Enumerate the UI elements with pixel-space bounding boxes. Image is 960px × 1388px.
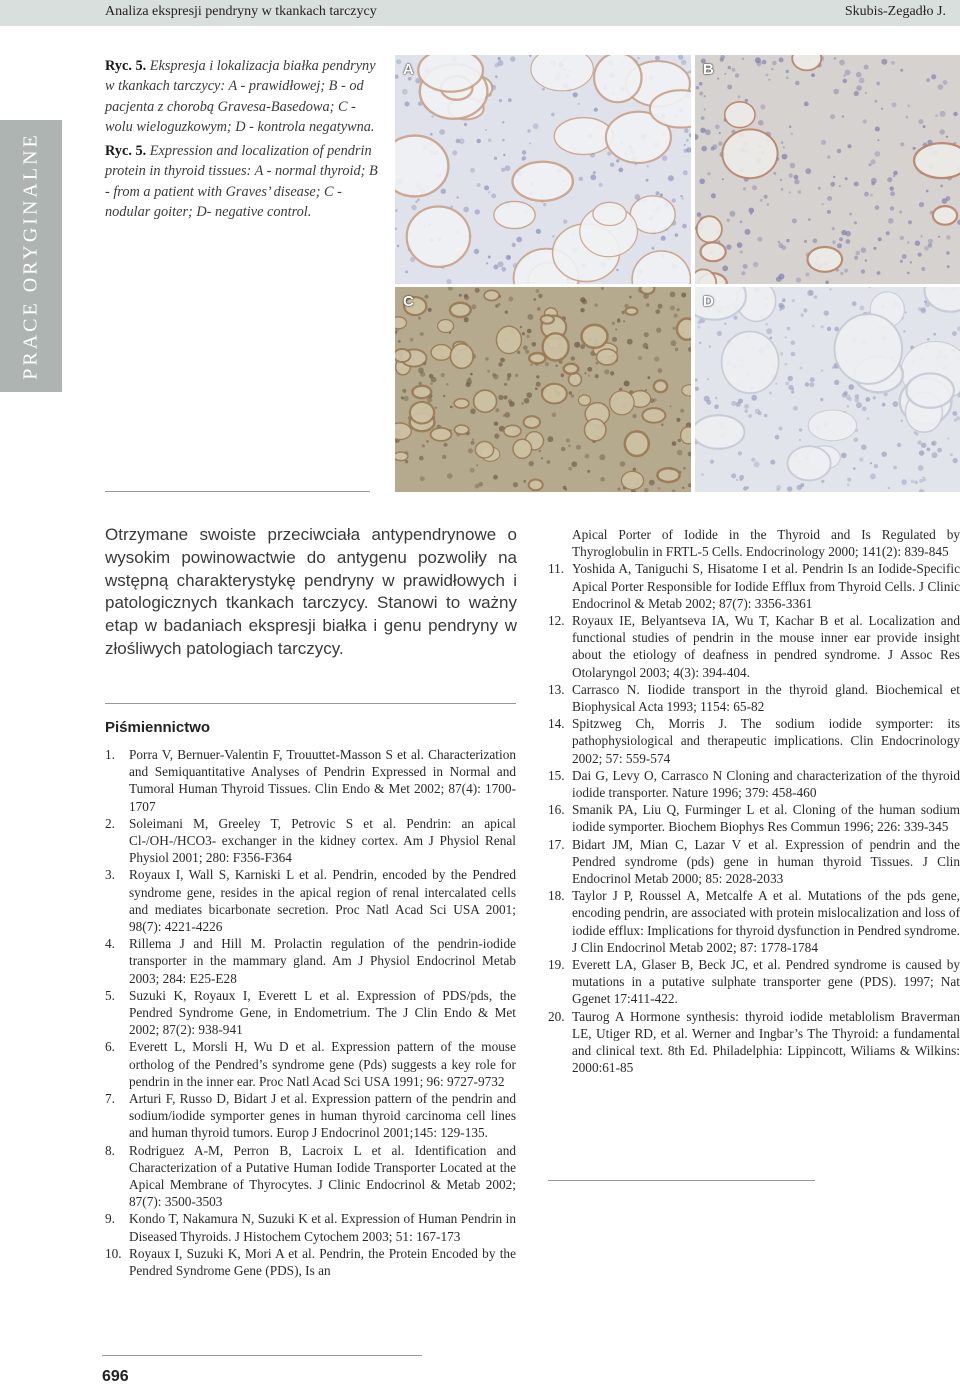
references-heading: Piśmiennictwo bbox=[105, 719, 211, 736]
reference-number: 18. bbox=[548, 888, 565, 904]
reference-number: 12. bbox=[548, 613, 565, 629]
reference-item bbox=[548, 956, 960, 1008]
reference-item bbox=[548, 612, 960, 681]
tissue-image-d bbox=[695, 287, 960, 492]
figure-caption bbox=[105, 56, 380, 222]
reference-text: Bidart JM, Mian C, Lazar V et al. Expression of pendrin and the Pendred syndrome (pds) gene in human thyroid Tissues. J Clin Endocrinol Metab 2000; 85: 2028-2033 bbox=[572, 836, 960, 887]
reference-item bbox=[548, 560, 960, 612]
reference-text: Taylor J P, Roussel A, Metcalfe A et al. Mutations of the pds gene, encoding pendrin, are associated with protein mislocalization and loss of iodide efflux: Implications for thyroid dysfunction in Pendred syndrome. J Clin Endocrinol Metab 2002; 87: 1778-1784 bbox=[572, 888, 960, 955]
reference-item bbox=[105, 866, 516, 935]
reference-text: Rodriguez A-M, Perron B, Lacroix L et al. Identification and Characterization of a Putative Human Iodide Transporter Located at the Apical Membrane of Thyrocytes. J Clinic Endocrinol & Metab 2002; 87(7): 3500-3503 bbox=[129, 1142, 516, 1210]
micrograph-figure bbox=[395, 55, 960, 492]
references-list-left bbox=[105, 746, 516, 1279]
reference-text: Suzuki K, Royaux I, Everett L et al. Expression of PDS/pds, the Pendred Syndrome Gene, in Endometrium. The J Clin Endo & Met 2002; 87(2): 938-941 bbox=[129, 987, 516, 1038]
panel-label-c: C bbox=[403, 293, 414, 310]
page-number: 696 bbox=[102, 1368, 129, 1385]
panel-label-a: A bbox=[403, 61, 414, 78]
reference-text: Taurog A Hormone synthesis: thyroid iodide metablolism Braverman LE, Utiger RD, et al. Werner and Ingbar’s The Thyroid: a fundamental and clinical text. 8th Ed. Philadelphia: Lippincott, Wiliams & Wilkins: 2000:61-85 bbox=[572, 1008, 960, 1076]
reference-text: Carrasco N. Iiodide transport in the thyroid gland. Biochemical et Biophysical Acta 1993; 1154: 65-82 bbox=[572, 681, 960, 715]
reference-text: Royaux IE, Belyantseva IA, Wu T, Kachar B et al. Localization and functional studies of pendrin in the mouse inner ear provide insight about the etiology of deafness in pendred syndrome. J Assoc Res Otolaryngol 2003; 4(3): 394-404. bbox=[572, 613, 960, 680]
reference-item bbox=[105, 1142, 516, 1211]
reference-text: Porra V, Bernuer-Valentin F, Trouuttet-Masson S et al. Characterization and Semiquantitative Analyses of Pendrin Expressed in Normal and Tumoral Human Thyroid Tissues. Clin Endo & Met 2002; 87(4): 1700-1707 bbox=[129, 747, 516, 814]
reference-text: Smanik PA, Liu Q, Furminger L et al. Cloning of the human sodium iodide symporter. Biochem Biophys Res Commun 1996; 226: 339-345 bbox=[572, 802, 960, 835]
reference-number: 19. bbox=[548, 957, 565, 973]
reference-number: 13. bbox=[548, 681, 565, 697]
reference-number: 16. bbox=[548, 802, 565, 818]
section-sidebar bbox=[0, 120, 62, 392]
reference-item bbox=[548, 836, 960, 888]
reference-item bbox=[548, 887, 960, 956]
reference-number: 5. bbox=[105, 987, 115, 1003]
reference-item bbox=[105, 1210, 516, 1244]
reference-item bbox=[105, 815, 516, 867]
caption-english bbox=[105, 141, 380, 222]
reference-number: 10. bbox=[105, 1245, 122, 1261]
reference-continuation: Apical Porter of Iodide in the Thyroid and Is Regulated by Thyroglobulin in FRTL-5 Cells. Endocrinology 2000; 141(2): 839-845 bbox=[572, 527, 960, 560]
reference-text: Kondo T, Nakamura N, Suzuki K et al. Expression of Human Pendrin in Diseased Thyroids. J Histochem Cytochem 2003; 51: 167-173 bbox=[129, 1211, 516, 1244]
reference-item bbox=[548, 801, 960, 835]
tissue-image-c bbox=[395, 287, 691, 492]
caption-pl-text: Ekspresja i lokalizacja białka pendryny w tkankach tarczycy: A - prawidłowej; B - od pacjenta z chorobą Gravesa-Basedowa; C - wolu wieloguzkowym; D - kontrola negatywna. bbox=[105, 58, 376, 135]
reference-item bbox=[548, 681, 960, 715]
panel-label-b: B bbox=[703, 61, 714, 78]
caption-pl-label: Ryc. 5. bbox=[105, 58, 147, 74]
reference-item bbox=[105, 1245, 516, 1279]
reference-item bbox=[105, 746, 516, 815]
references-rule bbox=[105, 703, 516, 704]
caption-en-label: Ryc. 5. bbox=[105, 143, 147, 160]
reference-text: Rillema J and Hill M. Prolactin regulation of the pendrin-iodide transporter in the mammary gland. Am J Physiol Endocrinol Metab 2003; 284: E25-E28 bbox=[129, 936, 516, 986]
footer-rule bbox=[102, 1355, 422, 1356]
reference-text: Dai G, Levy O, Carrasco N Cloning and characterization of the thyroid iodide transporter. Nature 1996; 379: 458-460 bbox=[572, 767, 960, 801]
header-title: Analiza ekspresji pendryny w tkankach tarczycy bbox=[105, 4, 377, 19]
reference-item bbox=[105, 1038, 516, 1090]
panel-label-d: D bbox=[703, 293, 714, 310]
tissue-image-a bbox=[395, 55, 691, 284]
reference-text: Royaux I, Wall S, Karniski L et al. Pendrin, encoded by the Pendred syndrome gene, resides in the apical region of renal intercalated cells and mediates bicarbonate secretion. Proc Natl Acad Sci USA 2001; 98(7): 4221-4226 bbox=[129, 867, 516, 935]
reference-number: 9. bbox=[105, 1211, 115, 1227]
reference-number: 15. bbox=[548, 767, 565, 783]
references-list-right bbox=[548, 526, 960, 1077]
separator-rule bbox=[105, 491, 370, 492]
reference-text: Royaux I, Suzuki K, Mori A et al. Pendrin, the Protein Encoded by the Pendred Syndrome Gene (PDS), Is an bbox=[129, 1245, 516, 1279]
reference-item bbox=[548, 1008, 960, 1077]
micrograph-panel-a bbox=[395, 55, 691, 284]
reference-number: 4. bbox=[105, 936, 115, 952]
tissue-image-b bbox=[695, 55, 960, 284]
reference-text: Soleimani M, Greeley T, Petrovic S et al. Pendrin: an apical Cl-/OH-/HCO3- exchanger in the kidney cortex. Am J Physiol Renal Physiol 2001; 280: F356-F364 bbox=[129, 815, 516, 866]
reference-number: 14. bbox=[548, 716, 565, 732]
reference-text: Arturi F, Russo D, Bidart J et al. Expression pattern of the pendrin and sodium/iodide symporter genes in human thyroid carcinoma cell lines and human thyroid tumors. Europ J Endocrinol 2001;145: 129-135. bbox=[129, 1091, 516, 1141]
reference-text: Everett LA, Glaser B, Beck JC, et al. Pendred syndrome is caused by mutations in a putative sulphate transporter gene (PDS). 1997; Nat Ggenet 17:411-422. bbox=[572, 957, 960, 1007]
reference-number: 20. bbox=[548, 1008, 565, 1024]
reference-item bbox=[548, 767, 960, 801]
reference-number: 17. bbox=[548, 836, 565, 852]
header-author: Skubis-Zegadło J. bbox=[844, 4, 946, 19]
reference-item bbox=[548, 715, 960, 767]
reference-number: 6. bbox=[105, 1039, 115, 1055]
reference-item bbox=[105, 987, 516, 1039]
caption-polish bbox=[105, 56, 380, 137]
micrograph-panel-c bbox=[395, 287, 691, 492]
reference-number: 3. bbox=[105, 867, 115, 883]
caption-en-text: Expression and localization of pendrin protein in thyroid tissues: A - normal thyroid; B - from a patient with Graves’ disease; C - nodular goiter; D- negative control. bbox=[105, 143, 378, 221]
micrograph-panel-d bbox=[695, 287, 960, 492]
reference-number: 2. bbox=[105, 815, 115, 831]
reference-item bbox=[105, 1090, 516, 1142]
body-paragraph: Otrzymane swoiste przeciwciała antypendrynowe o wysokim powinowactwie do antygenu pozwoliły na wstępną charakterystykę pendryny w prawidłowych i patologicznych tkankach tarczycy. Stanowi to ważny etap w badaniach ekspresji białka i genu pendryny w złośliwych patologiach tarczycy. bbox=[105, 525, 517, 658]
reference-number: 11. bbox=[548, 561, 565, 577]
running-header bbox=[0, 0, 960, 26]
reference-text: Yoshida A, Taniguchi S, Hisatome I et al. Pendrin Is an Iodide-Specific Apical Porter Responsible for Iodide Efflux from Thyroid Cells. J Clinic Endocrinol & Metab 2002; 87(7): 3356-3361 bbox=[572, 561, 960, 611]
reference-text: Spitzweg Ch, Morris J. The sodium iodide symporter: its pathophysiological and therapeutic implications. Clin Endocrinology 2002; 57: 559-574 bbox=[572, 716, 960, 766]
end-rule bbox=[548, 1180, 815, 1181]
micrograph-panel-b bbox=[695, 55, 960, 284]
reference-number: 1. bbox=[105, 747, 115, 762]
reference-item bbox=[105, 935, 516, 987]
reference-number: 7. bbox=[105, 1091, 115, 1107]
reference-text: Everett L, Morsli H, Wu D et al. Expression pattern of the mouse ortholog of the Pendred’s syndrome gene (Pds) suggests a key role for pendrin in the inner ear. Proc Natl Acad Sci USA 1991; 96: 9727-9732 bbox=[129, 1039, 516, 1089]
section-label: PRACE ORYGINALNE bbox=[19, 132, 42, 380]
reference-number: 8. bbox=[105, 1142, 115, 1158]
